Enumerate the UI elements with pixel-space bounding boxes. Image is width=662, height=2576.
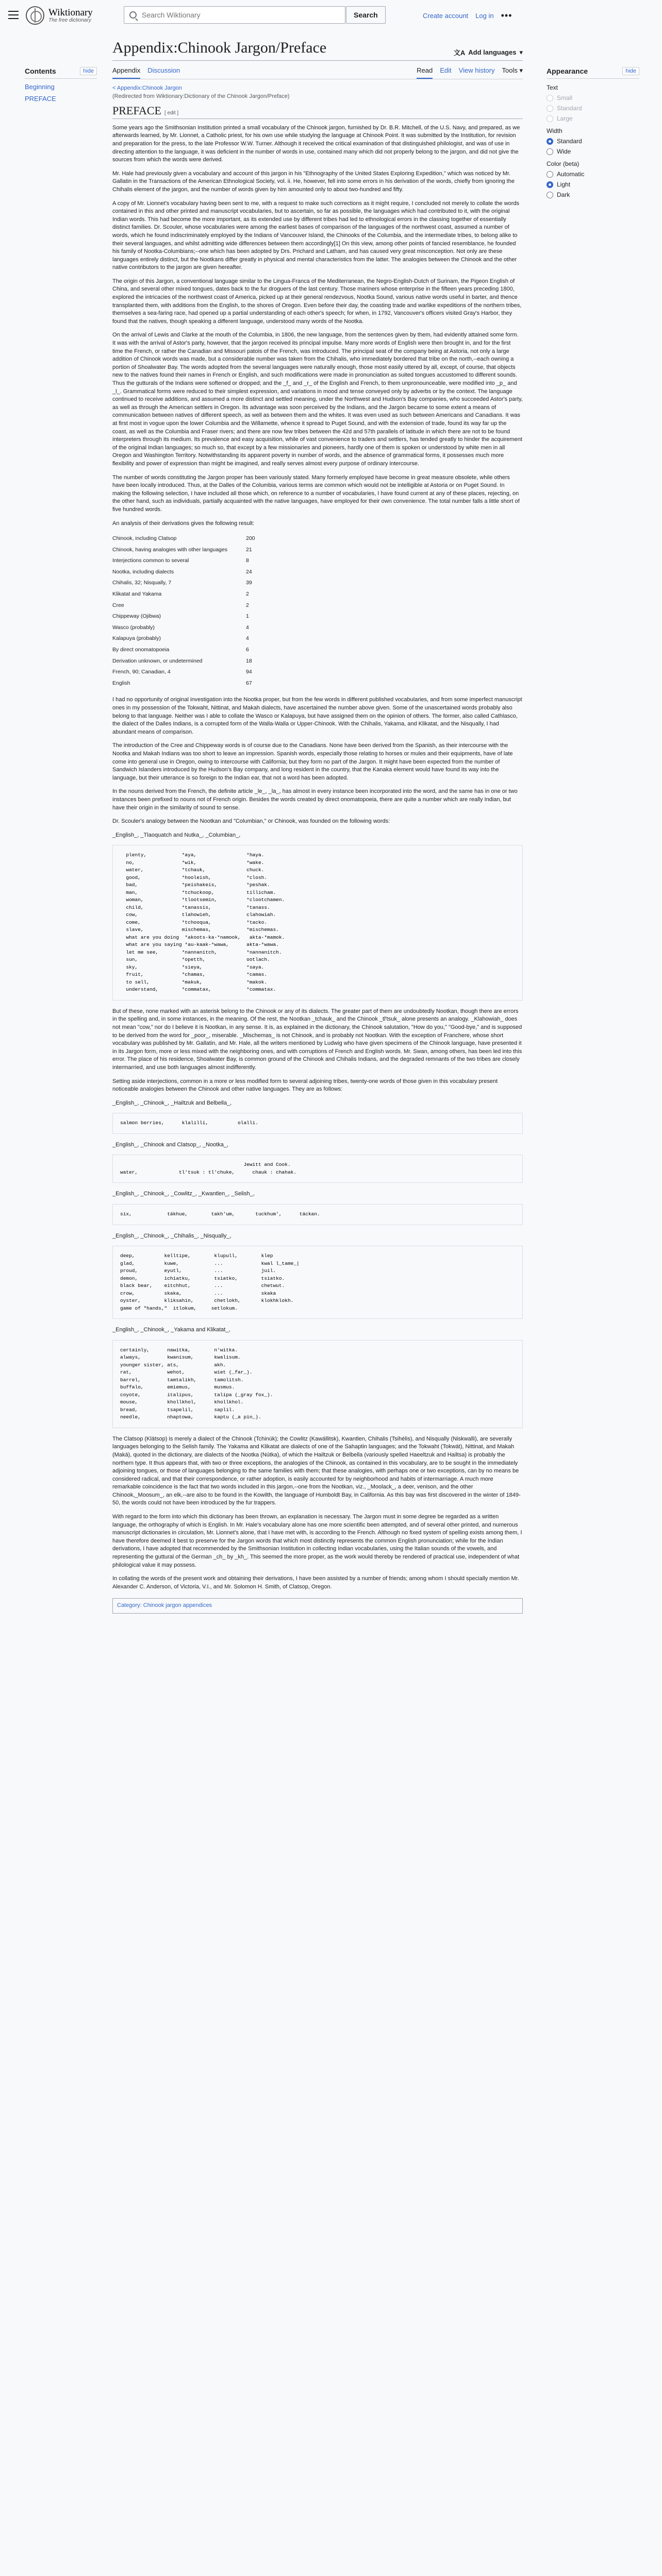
search-button[interactable]: Search xyxy=(346,6,386,24)
article-body xyxy=(112,79,523,1614)
table-cell: Wasco (probably) xyxy=(112,624,155,631)
table-cell: 39 xyxy=(246,580,252,586)
width-wide-option[interactable] xyxy=(547,148,639,155)
main-content xyxy=(112,31,523,1614)
table-cell: Kalapuya (probably) xyxy=(112,635,161,642)
table-cell: 24 xyxy=(246,568,252,575)
paragraph: The origin of this Jargon, a conventional language similar to the Lingua-Franca of the Mediterranean, the Negro-English-Dutch of Surinam, the Pigeon English of China, and several other mixed tongues, dates back to the fur droguers of the last century. Those mariners whose enterprise in the fifteen years preceding 1800, explored the intricacies of the northwest coast of America, picked up at their general rendezvous, Nootka Sound, various native words useful in barter, and thence transplanted them, with additions from the English, to the shores of Oregon. Even before their day, the coasting trade and warlike expeditions of the northern tribes, themselves a sea-faring race, had opened up a partial understanding of each other's speech; for when, in 1792, Vancouver's officers visited Gray's Harbor, they found that the natives, though speaking a different language, understood many words of the Nootka. xyxy=(112,278,522,325)
table-row xyxy=(112,611,258,622)
option-label: Automatic xyxy=(557,171,585,178)
table-cell: 4 xyxy=(246,624,249,631)
comparison-header: _English_, _Chinook_, _Cowlitz_, _Kwantlen_, _Selish_, xyxy=(112,1191,255,1197)
paragraph: On the arrival of Lewis and Clarke at the mouth of the Columbia, in 1806, the new language, from the sentences given by them, had evidently attained some form. It was with the arrival of Astor's party, however, that the jargon received its principal impulse. Many more words of English were then brought in, and for the first time the French, or rather the Canadian and Missouri patois of the French, was introduced. The principal seat of the company being at Astoria, not only a large addition of Chinook words was made, but a considerable number was taken from the Chihalis, who immediately bordered that tribe on the north,--each owning a portion of Shoalwater Bay. The words adopted from the several languages were naturally enough, those most easily uttered by all, except, of course, that objects new to the natives found their names in French or English, and such modifications were made in pronunciation as suited tongues accustomed to different sounds. Thus the gutturals of the Indians were softened or dropped; and the _f_ and _r_ of the English and French, to them unpronounceable, were modified into _p_ and _l_. Grammatical forms were reduced to their simplest expression, and variations in mood and tense conveyed only by adverbs or by the context. The language continued to receive additions, and assumed a more distinct and settled meaning, under the Northwest and Hudson's Bay companies, who succeeded Astor's party, as well as through the American settlers in Oregon. Its advantage was soon perceived by the Indians, and the Jargon became to some extent a means of communication between natives of different speech, as well as between them and the whites. It was even used as such between Americans and Canadians. It was at first most in vogue upon the lower Columbia and the Willamette, whence it spread to Puget Sound, and with the extension of trade, found its way far up the coast, as well as the Columbia and Fraser rivers; and there are now few tribes between the 42d and 57th parallels of latitude in which there are not to be found interpreters through its medium. Its prevalence and easy acquisition, while of vast convenience to traders and settlers, has tended greatly to hinder the acquirement of the original Indian languages; so much so, that except by a few missionaries and pioneers, hardly one of them is spoken or understood by white men in all Oregon and Washington Territory. Notwithstanding its apparent poverty in number of words, and the absence of grammatical forms, it possesses much more flexibility and power of expression than might be imagined, and really serves almost every purpose of ordinary intercourse. xyxy=(112,332,523,467)
color-label: Color (beta) xyxy=(547,160,580,167)
tab-edit[interactable]: Edit xyxy=(440,66,452,74)
paragraph: In the nouns derived from the French, the definite article _le_, _la_, has almost in every instance been incorporated into the word, and the same has in one or two instances been prefixed to nouns not of French origin. Besides the words created by direct onomatopoeia, there are quite a number which are really Indian, but have their origin in the similarity of sound to sense. xyxy=(112,788,518,811)
radio-icon xyxy=(547,192,553,198)
tools-label: Tools xyxy=(502,66,518,74)
table-cell: Chihalis, 32; Nisqually, 7 xyxy=(112,580,172,586)
table-row xyxy=(112,600,258,612)
radio-icon xyxy=(547,95,553,101)
paragraph: The Clatsop (Klátsop) is merely a dialect of the Chinook (Tchinúk); the Cowlitz (Kawállitsk), Kwantlen, Chihalis (Tsihélis), and Nisqually (Niskwalli), are severally languages belonging to the Selish family. The Yakama and Klikatat are dialects of one of the Sahaptin languages; and the Tokwaht (Tokwát), Nittinat, and Makah (Maká), quoted in the dictionary, are dialects of the Nootka (Nútka), of which the Hailtzuk or Belbella (variously spelled Haeeltzuk and Hailtsa) is probably the northern type. It thus appears that, with two or three exceptions, the analogies of the Chinook, as contained in this vocabulary, are to be sought in the immediately adjoining tongues, or those of languages belonging to the same families with them; that these analogies, with perhaps one or two exceptions, can by no means be considered radical, and that their correspondence, or rather adoption, is easily accounted for by neighborhood and habits of intermarriage. A much more remarkable coincidence is the fact that two words included in this jargon,--one from the Nootkan, viz., _Moolack_, a deer, venison, and the other Chinook,_Moosum_, an elk,--are also to be found in the Kowilth, the language of Humboldt Bay, in California. As this bay was first discovered in the winter of 1849-50, the words could not have been introduced by the fur trappers. xyxy=(112,1435,521,1506)
table-cell: Nootka, including dialects xyxy=(112,568,174,575)
page-title: Appendix:Chinook Jargon/Preface xyxy=(112,39,327,56)
option-label: Large xyxy=(557,115,573,122)
chevron-down-icon: ▾ xyxy=(519,48,523,56)
paragraph: In collating the words of the present work and obtaining their derivations, I have been assisted by a number of friends; among whom I should specially mention Mr. Alexander C. Anderson, of Victoria, V.I., and Mr. Solomon H. Smith, of Clatsop, Oregon. xyxy=(112,1575,519,1590)
section-edit-link[interactable]: [ edit ] xyxy=(164,110,179,116)
appearance-title: Appearance xyxy=(547,67,588,75)
main-menu-icon[interactable] xyxy=(7,9,20,21)
tab-discussion[interactable]: Discussion xyxy=(147,66,180,74)
toc-item-label[interactable]: Beginning xyxy=(25,83,55,91)
site-header xyxy=(0,0,662,31)
comparison-header: _English_, _Tlaoquatch and Nutka_, _Columbian_, xyxy=(112,832,241,838)
table-row xyxy=(112,622,258,634)
site-title: Wiktionary xyxy=(48,7,93,18)
color-dark-option[interactable] xyxy=(547,191,639,198)
table-cell: 2 xyxy=(246,591,249,598)
table-cell: By direct onomatopoeia xyxy=(112,647,170,653)
table-row xyxy=(112,633,258,645)
table-row xyxy=(112,545,258,556)
site-logo[interactable] xyxy=(26,6,93,25)
appearance-heading xyxy=(547,67,639,79)
search-box xyxy=(124,6,345,24)
title-row xyxy=(112,31,523,61)
toc-item-preface[interactable] xyxy=(25,95,97,103)
wiktionary-logo-icon xyxy=(26,6,44,25)
paragraph: I had no opportunity of original investigation into the Nootka proper, but from the few words in different published vocabularies, and from some imperfect manuscript ones in my possession of the Tokwaht, Nittinat, and Makah dialects, have ascertained the number above given. Some of the unascertained words probably also belong to that language. Neither was I able to collate the Wasco or Kalapuya, but have assigned them on the opinion of others. The former, also called Cathlasco, the dialect of the Dalles Indians, is a corrupted form of the Walla-Walla or Upper-Chinook. With the Chihalis, Yakama, and Klikatat, and the Nisqually, I had abundant means of comparison. xyxy=(112,697,522,735)
category-link[interactable]: Category: Chinook jargon appendices xyxy=(117,1602,212,1609)
toc-item-label[interactable]: PREFACE xyxy=(25,95,56,103)
word-list-block: salmon berries, klalilli, olalli. xyxy=(112,1113,523,1134)
paragraph: The introduction of the Cree and Chippeway words is of course due to the Canadians. None have been derived from the Spanish, as their intercourse with the Nootka and Makah Indians was too short to leave an impression. Spanish words, especially those relating to horses or mules and their equipments, have of late come into general use in Oregon, owing to intercourse with California; but they form no part of the Jargon. It might have been expected from the number of Sandwich Islanders introduced by the Hudson's Bay company, and long resident in the country, that the Kanaka element would have found its way into the language, but their utterance is so foreign to the Indian ear, that not a word has been adopted. xyxy=(112,742,513,781)
text-standard-option[interactable] xyxy=(547,105,639,112)
toc-title: Contents xyxy=(25,67,56,75)
comparison-header: _English_, _Chinook_, _Chihalis_, _Nisqually_, xyxy=(112,1232,231,1239)
color-light-option[interactable] xyxy=(547,181,639,188)
category-box xyxy=(112,1598,523,1614)
parent-page-link[interactable]: < Appendix:Chinook Jargon xyxy=(112,85,182,91)
table-cell: 67 xyxy=(246,680,252,686)
paragraph: But of these, none marked with an asterisk belong to the Chinook or any of its dialects. The greater part of them are undoubtedly Nootkan, though there are errors in the spelling and, in some instances, in the meaning. Of the rest, the Nootkan _tchauk_ and the Chinook _tl'tsuk_ alone presents an analogy. _Klahowiah_ does not mean "cow," nor do I believe it is Nootkan, in any sense. It is, as explained in the dictionary, the Chinook salutation, "How do you," "Good-bye," and is supposed to be derived from the word for _poor_, miserable. _Mischemas_ is not Chinook, and is probably not Nootkan. With the exception of Franchere, whose short vocabulary was published by Mr. Gallatin, and Mr. Hale, all the writers mentioned by Ludwig who have given specimens of the Chinook language, have presented it in its Jargon form, more or less mixed with the neighboring ones, and with corruptions of French and English words. Mr. Swan, among others, has been led into this error. The place of his residence, Shoalwater Bay, is common ground of the Chinook and Chihalis Indians, and the degraded remnants of the two tribes are closely intermarried, and use both languages almost indifferently. xyxy=(112,1008,522,1071)
table-cell: 4 xyxy=(246,635,249,642)
tab-read[interactable]: Read xyxy=(417,66,433,79)
table-cell: Chinook, including Clatsop xyxy=(112,535,177,542)
option-label: Light xyxy=(557,181,571,188)
radio-icon xyxy=(547,148,553,155)
width-standard-option[interactable] xyxy=(547,138,639,145)
language-icon: 文A xyxy=(453,49,466,57)
table-cell: French, 90; Canadian, 4 xyxy=(112,669,171,675)
table-row xyxy=(112,678,258,689)
word-list-block: plenty, *aya, *haya. no, *wik, *wake. water, *tchauk, chuck. good, *hooleish, *closh. bad, *peishakeis, *peshak. man, *tchuckoop, tillicham. woman, *tlootsemin, *clootchamen. child, *tanassis, *tanass. cow, tlahowieh, clahowiah. come, *tchooqua, *tacko. slave, mischemas, *mischemas. what are you doing *akoots-ka-*namook, akta-*mamok. what are you saying *au-kaak-*wawa, akta-*wawa. let me see, *nannanitch, *nannanitch. sun, *opetth, ootlach. sky, *sieya, *saya. fruit, *chamas, *camas. to sell, *makuk, *makok. understand, *commatax, *commatax. xyxy=(112,845,523,1001)
width-label: Width xyxy=(547,127,562,134)
paragraph: A copy of Mr. Lionnet's vocabulary having been sent to me, with a request to make such corrections as it might require, I concluded not merely to collate the words contained in this and other printed and manuscript vocabularies, but to ascertain, so far as possible, the languages which had contributed to it, with the original Indian words. This had become the more important, as its extended use by different tribes had led to ethnological errors in the classing together of essentially distinct families. Dr. Scouler, whose vocabularies were among the earliest bases of comparison of the languages of the northwest coast, assumed a number of words, which he found indiscriminately employed by the Indians of Vancouver Island, the Chinooks of the Columbia, and the intermediate tribes, to belong alike to their several languages, and whilst admitting wide differences between them accordingly[1] On this view, among other points of fancied resemblance, he founded his family of Nootka-Columbians;--one which has been adopted by Drs. Prichard and Latham, and has caused very great misconception. Not only are these languages entirely distinct, but the Nootkans differ greatly in physical and mental characteristics from the latter. The analogies between the Chinook and the other native contributors to the jargon are given hereafter. xyxy=(112,200,520,271)
table-cell: Chippeway (Ojibwa) xyxy=(112,613,161,620)
radio-icon xyxy=(547,105,553,112)
paragraph: Some years ago the Smithsonian Institution printed a small vocabulary of the Chinook jargon, furnished by Dr. B.R. Mitchell, of the U.S. Navy, and prepared, as we afterwards learned, by Mr. Lionnet, a Catholic priest, for his own use while studying the language at Chinook Point. It was submitted by the Institution, for revision and preparation for the press, to the late Professor W.W. Turner. Although it received the critical examination of that distinguished philologist, and was of use in directing attention to the language, it was deficient in the number of words in use, contained many which did not properly belong to the jargon, and did not give the sources from which the words were derived. xyxy=(112,124,520,163)
site-tagline: The free dictionary xyxy=(48,17,91,23)
color-automatic-option[interactable] xyxy=(547,171,639,178)
paragraph: Dr. Scouler's analogy between the Nootkan and "Columbian," or Chinook, was founded on the following words: xyxy=(112,818,390,825)
chevron-down-icon: ▾ xyxy=(519,66,523,74)
table-cell: 1 xyxy=(246,613,249,620)
redirect-notice: (Redirected from Wiktionary:Dictionary of the Chinook Jargon/Preface) xyxy=(112,93,290,99)
option-label: Standard xyxy=(557,105,582,112)
table-cell: 94 xyxy=(246,669,252,675)
paragraph: Setting aside interjections, common in a more or less modified form to several adjoining tribes, twenty-one words of those given in this vocabulary present noticeable analogies between the Chinook and other native languages. They are as follows: xyxy=(112,1078,498,1093)
table-cell: 21 xyxy=(246,546,252,553)
word-list-block: deep, kelltipe, klupull, klep glad, kuwe, ... kwal l_tame_| proud, eyutl, ... juil. demon, ichiatku, tsiatko, tsiatko. black bear, eitchhut, ... chetwut. crow, skaka, ... skaka oyster, kliksahin, chetlokh, klokhklokh. game of "hands," itlokum, setlokum. xyxy=(112,1246,523,1319)
paragraph: An analysis of their derivations gives the following result: xyxy=(112,520,255,527)
table-cell: Derivation unknown, or undetermined xyxy=(112,657,203,664)
ellipsis-icon[interactable]: ••• xyxy=(501,10,512,21)
comparison-header: _English_, _Chinook and Clatsop_, _Nootka_, xyxy=(112,1141,229,1148)
text-small-option[interactable] xyxy=(547,94,639,101)
add-languages-label: Add languages xyxy=(468,48,517,56)
radio-icon xyxy=(547,138,553,145)
paragraph: The number of words constituting the Jargon proper has been variously stated. Many formerly employed have become in great measure obsolete, while others have been locally introduced. Thus, at the Dalles of the Columbia, various terms are common which would not be intelligible at Astoria or on Puget Sound. In making the following selection, I have included all those which, on reference to a number of vocabularies, I have found current at any of these places, rejecting, on the other hand, such as individuals, partially acquainted with the native languages, have employed for their own convenience. The total number falls a little short of five hundred words. xyxy=(112,474,520,513)
toc-heading xyxy=(25,67,97,79)
text-large-option[interactable] xyxy=(547,115,639,122)
log-in-link[interactable]: Log in xyxy=(475,12,494,20)
table-cell: 6 xyxy=(246,647,249,653)
paragraph: Mr. Hale had previously given a vocabulary and account of this jargon in his "Ethnography of the United States Exploring Expedition," which was noticed by Mr. Gallatin in the Transactions of the American Ethnological Society, vol. ii. He, however, fell into some errors in his derivation of the words, chiefly from ignoring the Chihalis element of the jargon, and the number of words given by him amounted only to about two-hundred and fifty. xyxy=(112,170,515,193)
comparison-header: _English_, _Chinook_, _Hailtzuk and Belbella_, xyxy=(112,1099,232,1106)
option-label: Wide xyxy=(557,148,571,155)
table-cell: 8 xyxy=(246,557,249,564)
word-list-block: six, tákhue, takh'um, tuckhum', táckan. xyxy=(112,1204,523,1225)
option-label: Standard xyxy=(557,138,582,145)
table-cell: Interjections common to several xyxy=(112,557,189,564)
section-title: PREFACE xyxy=(112,104,161,117)
table-row xyxy=(112,656,258,667)
radio-icon xyxy=(547,181,553,188)
option-label: Small xyxy=(557,94,573,101)
table-cell: Chinook, having analogies with other languages xyxy=(112,546,227,553)
search-input[interactable] xyxy=(142,11,296,19)
word-list-block: Jewitt and Cook. water, tl'tsuk : tl'chuke, chauk : chahak. xyxy=(112,1155,523,1183)
table-row xyxy=(112,667,258,678)
section-heading xyxy=(112,104,523,119)
tools-menu[interactable] xyxy=(502,66,523,79)
radio-icon xyxy=(547,115,553,122)
table-row xyxy=(112,533,258,545)
table-cell: English xyxy=(112,680,130,686)
appearance-panel xyxy=(547,67,639,201)
option-label: Dark xyxy=(557,191,570,198)
table-cell: 18 xyxy=(246,657,252,664)
tab-view-history[interactable]: View history xyxy=(458,66,495,74)
table-row xyxy=(112,645,258,656)
page-tabs xyxy=(112,61,523,79)
toc-item-beginning[interactable] xyxy=(25,83,97,91)
add-languages-button[interactable] xyxy=(454,47,523,57)
table-row xyxy=(112,589,258,600)
tab-appendix[interactable]: Appendix xyxy=(112,66,140,79)
table-row xyxy=(112,567,258,578)
comparison-header: _English_, _Chinook_, _Yakama and Klikatat_, xyxy=(112,1327,230,1333)
breadcrumb xyxy=(112,84,523,100)
table-cell: 200 xyxy=(246,535,255,542)
create-account-link[interactable]: Create account xyxy=(423,12,469,20)
table-cell: Klikatat and Yakama xyxy=(112,591,162,598)
table-cell: Cree xyxy=(112,602,124,608)
appearance-hide-button[interactable]: hide xyxy=(622,67,639,75)
paragraph: With regard to the form into which this dictionary has been thrown, an explanation is necessary. The Jargon must in some degree be regarded as a written language, the orthography of which is English. In Mr. Hale's vocabulary alone has one more scientific been attempted, and of several other printed, and numerous manuscript dictionaries in circulation, Mr. Lionnet's alone, that I have met with, is according to the French. Although no fixed system of spelling exists among them, I have therefore deemed it best to preserve for the Jargon words that which most distinctly represents the common English pronunciation; while for the Indian derivations, I have adopted that recommended by the Smithsonian Institution in collecting Indian vocabularies, using the Italian sounds of the vowels, and representing the guttural of the German _ch_ by _kh_. This seemed the more proper, as the work would thereby be rendered of practical use, independent of what philological value it may possess. xyxy=(112,1514,522,1568)
user-links xyxy=(423,10,512,21)
text-size-label: Text xyxy=(547,84,558,91)
toc-hide-button[interactable]: hide xyxy=(80,67,97,75)
word-list-block: certainly, nawitka, n'witka. always, kwanisum, kwalisum. younger sister, ats, akh. rat, wehot, wiet (_far_). barrel, tamtalikh, tamolitsh. buffalo, emiemus, musmus. coyote, italipus, talipa (_gray fox_). mouse, khollkhol, khollkhol. bread, tsapelil, saplil. needle, nhaptowa, kaptu (_a pin_). xyxy=(112,1340,523,1428)
derivation-table xyxy=(112,533,258,689)
search-icon xyxy=(129,11,137,19)
table-cell: 2 xyxy=(246,602,249,608)
table-row xyxy=(112,578,258,589)
table-row xyxy=(112,555,258,567)
radio-icon xyxy=(547,171,553,178)
toc-sidebar xyxy=(25,67,97,103)
